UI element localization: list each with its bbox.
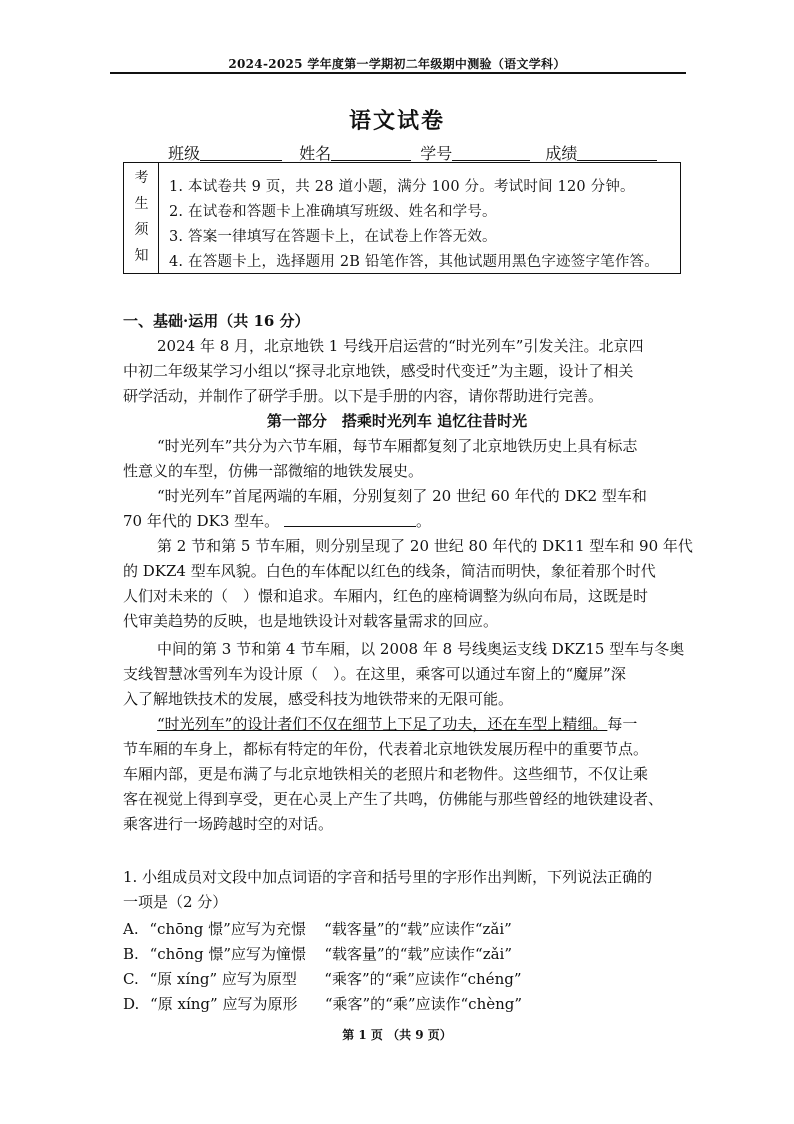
score-label: 成绩 (545, 144, 578, 163)
passage-line: 客在视觉上得到享受，更在心灵上产生了共鸣，仿佛能与那些曾经的地铁建设者、 (123, 790, 664, 808)
option-right: “载客量”的“载”应读作“zǎi” (324, 945, 513, 963)
passage-text: 70 年代的 DK3 型车。 (123, 512, 280, 530)
notice-label-char: 生 (134, 196, 149, 212)
fill-in-blank[interactable] (284, 512, 416, 527)
notice-item: 1. 本试卷共 9 页，共 28 道小题，满分 100 分。考试时间 120 分钟。 (169, 179, 635, 195)
option-letter: A. (123, 920, 139, 938)
option-c[interactable] (123, 968, 522, 989)
notice-label-char: 考 (134, 170, 149, 186)
passage-line: 车厢内部，更是布满了与北京地铁相关的老照片和老物件。这些细节，不仅让乘 (123, 765, 649, 783)
intro-line: 研学活动，并制作了研学手册。以下是手册的内容，请你帮助进行完善。 (123, 387, 604, 405)
option-left: “chōng 憬”应写为憧憬 (149, 945, 307, 963)
passage-line: 代审美趋势的反映，也是地铁设计对载客量需求的回应。 (123, 612, 499, 630)
passage-line-with-blank (123, 510, 431, 531)
exam-header: 2024-2025 学年度第一学期初二年级期中测验（语文学科） (228, 57, 566, 71)
option-b[interactable] (123, 943, 512, 964)
passage-line: 节车厢的车身上，都标有特定的年份，代表着北京地铁发展历程中的重要节点。 (123, 740, 649, 758)
notice-box (123, 162, 681, 274)
option-right: “乘客”的“乘”应读作“chéng” (324, 970, 522, 988)
question-stem: 1. 小组成员对文段中加点词语的字音和括号里的字形作出判断，下列说法正确的 (123, 868, 653, 886)
passage-line: “时光列车”共分为六节车厢，每节车厢都复刻了北京地铁历史上具有标志 (157, 437, 638, 455)
option-right: “乘客”的“乘”应读作“chèng” (324, 995, 523, 1013)
notice-label-char: 知 (134, 248, 149, 264)
passage-line: 性意义的车型，仿佛一部微缩的地铁发展史。 (123, 462, 424, 480)
name-label: 姓名 (299, 144, 332, 163)
underlined-sentence: “时光列车”的设计者们不仅在细节上下足了功夫，还在车型上精细。 (157, 715, 608, 733)
option-a[interactable] (123, 918, 512, 939)
passage-line: 入了解地铁技术的发展，感受科技为地铁带来的无限可能。 (123, 690, 514, 708)
name-blank[interactable] (331, 144, 411, 161)
passage-line: 人们对未来的（ ）憬和追求。车厢内，红色的座椅调整为纵向布局，这既是时 (123, 587, 649, 605)
score-blank[interactable] (577, 144, 657, 161)
question-stem: 一项是（2 分） (123, 893, 228, 911)
part-title: 第一部分 搭乘时光列车 追忆往昔时光 (266, 412, 528, 430)
notice-label-char: 须 (134, 222, 149, 238)
notice-item: 3. 答案一律填写在答题卡上，在试卷上作答无效。 (169, 229, 497, 245)
option-left: “原 xíng” 应写为原形 (150, 995, 298, 1013)
passage-period: 。 (415, 512, 431, 530)
intro-line: 2024 年 8 月，北京地铁 1 号线开启运营的“时光列车”引发关注。北京四 (157, 337, 644, 355)
id-label: 学号 (420, 144, 453, 163)
passage-text: 每一 (607, 715, 638, 733)
option-d[interactable] (123, 993, 522, 1014)
passage-line: 的 DKZ4 型车风貌。白色的车体配以红色的线条，简洁而明快，象征着那个时代 (123, 562, 656, 580)
notice-item: 4. 在答题卡上，选择题用 2B 铅笔作答，其他试题用黑色字迹签字笔作答。 (169, 254, 659, 270)
passage-line: 支线智慧冰雪列车为设计原（ ）。在这里，乘客可以通过车窗上的“魔屏”深 (123, 665, 626, 683)
option-letter: D. (123, 995, 140, 1013)
option-left: “原 xíng” 应写为原型 (149, 970, 297, 988)
page-title: 语文试卷 (348, 108, 445, 134)
class-label: 班级 (168, 144, 201, 163)
student-info-row (168, 141, 657, 164)
passage-line: 中间的第 3 节和第 4 节车厢，以 2008 年 8 号线奥运支线 DKZ15 型车与冬奥 (157, 640, 685, 658)
option-letter: B. (123, 945, 139, 963)
notice-item: 2. 在试卷和答题卡上准确填写班级、姓名和学号。 (169, 204, 497, 220)
class-blank[interactable] (200, 144, 282, 161)
intro-line: 中初二年级某学习小组以“探寻北京地铁，感受时代变迁”为主题，设计了相关 (123, 362, 634, 380)
passage-line: 第 2 节和第 5 节车厢，则分别呈现了 20 世纪 80 年代的 DK11 型车和 90 年代 (157, 537, 693, 555)
section-title: 一、基础·运用（共 16 分） (123, 312, 310, 330)
id-blank[interactable] (452, 144, 530, 161)
header-rule (110, 72, 686, 74)
option-left: “chōng 憬”应写为充憬 (149, 920, 306, 938)
passage-line-underlined (157, 713, 637, 734)
notice-label (124, 163, 159, 273)
page-footer: 第 1 页 （共 9 页） (342, 1028, 452, 1042)
option-right: “载客量”的“载”应读作“zǎi” (324, 920, 512, 938)
passage-line: “时光列车”首尾两端的车厢，分别复刻了 20 世纪 60 年代的 DK2 型车和 (157, 487, 647, 505)
passage-line: 乘客进行一场跨越时空的对话。 (123, 815, 334, 833)
option-letter: C. (123, 970, 139, 988)
